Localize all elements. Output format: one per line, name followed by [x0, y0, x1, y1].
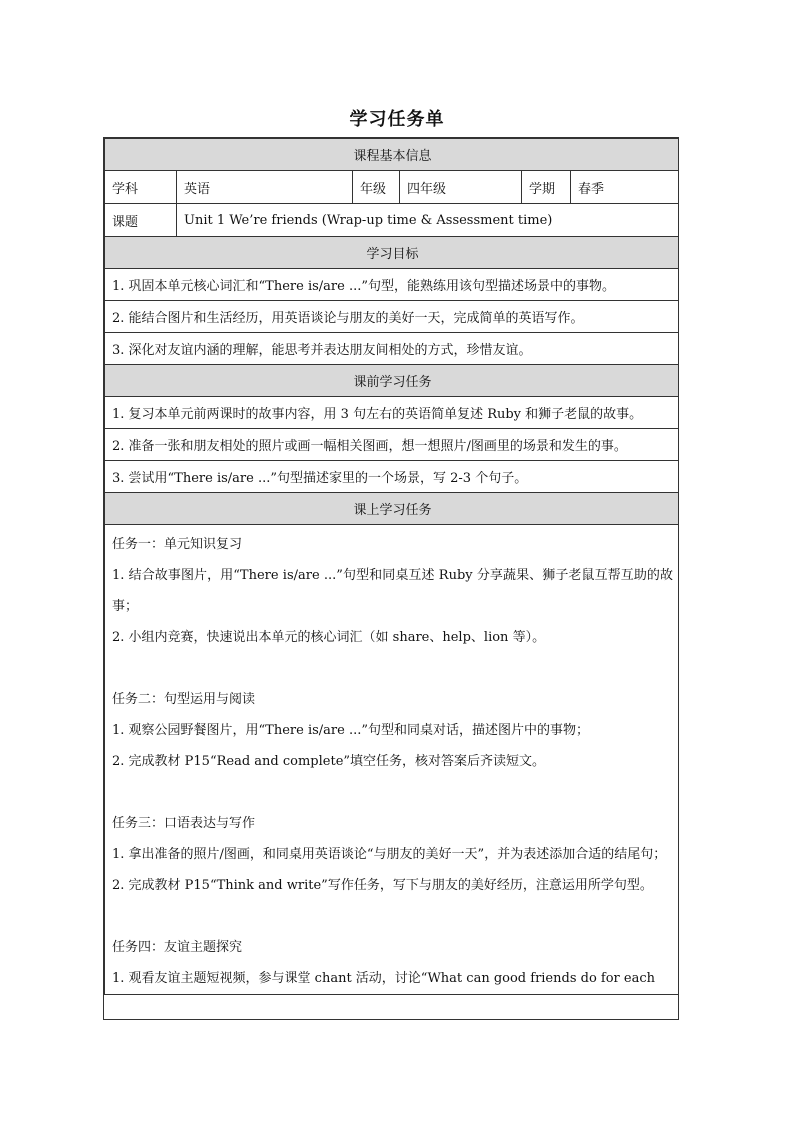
grade-value: 四年级	[400, 171, 522, 204]
section-header-in-class: 课上学习任务	[105, 493, 680, 525]
term-label: 学期	[522, 171, 571, 204]
task-1-item: 1. 结合故事图片，用“There is/are ...”句型和同桌互述 Ruby 分享蔬果、狮子老鼠互帮互助的故事；	[112, 568, 674, 614]
task-2-title: 任务二：句型运用与阅读	[112, 692, 256, 707]
subject-label: 学科	[105, 171, 177, 204]
spacer	[112, 901, 673, 932]
topic-label: 课题	[105, 204, 177, 237]
info-row	[105, 171, 680, 204]
task-4-title: 任务四：友谊主题探究	[112, 940, 243, 955]
task-1-item: 2. 小组内竞赛，快速说出本单元的核心词汇（如 share、help、lion 等）。	[112, 630, 546, 645]
spacer	[112, 777, 673, 808]
objective-item: 1. 巩固本单元核心词汇和“There is/are ...”句型，能熟练用该句型描述场景中的事物。	[105, 269, 680, 301]
task-sheet-table	[103, 137, 679, 1020]
task-2-item: 2. 完成教材 P15“Read and complete”填空任务，核对答案后齐读短文。	[112, 754, 546, 769]
section-header-basic-info: 课程基本信息	[105, 139, 680, 171]
task-3-item: 1. 拿出准备的照片/图画，和同桌用英语谈论“与朋友的美好一天”，并为表述添加合适的结尾句；	[112, 847, 667, 862]
task-3-title: 任务三：口语表达与写作	[112, 816, 256, 831]
task-2-item: 1. 观察公园野餐图片，用“There is/are ...”句型和同桌对话，描述图片中的事物；	[112, 723, 590, 738]
topic-row	[105, 204, 680, 237]
objective-item: 2. 能结合图片和生活经历，用英语谈论与朋友的美好一天，完成简单的英语写作。	[105, 301, 680, 333]
section-header-pre-class: 课前学习任务	[105, 365, 680, 397]
spacer	[112, 653, 673, 684]
objective-item: 3. 深化对友谊内涵的理解，能思考并表达朋友间相处的方式，珍惜友谊。	[105, 333, 680, 365]
grade-label: 年级	[353, 171, 400, 204]
term-value: 春季	[571, 171, 680, 204]
page-title: 学习任务单	[349, 109, 445, 130]
topic-value: Unit 1 We’re friends (Wrap-up time & Assessment time)	[177, 204, 680, 237]
task-4-item: 1. 观看友谊主题短视频，参与课堂 chant 活动，讨论“What can good friends do for each	[112, 971, 655, 986]
pre-class-item: 2. 准备一张和朋友相处的照片或画一幅相关图画，想一想照片/图画里的场景和发生的事。	[105, 429, 680, 461]
in-class-tasks	[105, 525, 680, 995]
section-header-objectives: 学习目标	[105, 237, 680, 269]
pre-class-item: 1. 复习本单元前两课时的故事内容，用 3 句左右的英语简单复述 Ruby 和狮子老鼠的故事。	[105, 397, 680, 429]
subject-value: 英语	[177, 171, 353, 204]
pre-class-item: 3. 尝试用“There is/are ...”句型描述家里的一个场景，写 2-3 个句子。	[105, 461, 680, 493]
task-1-title: 任务一：单元知识复习	[112, 537, 243, 552]
task-3-item: 2. 完成教材 P15“Think and write”写作任务，写下与朋友的美好经历，注意运用所学句型。	[112, 878, 653, 893]
